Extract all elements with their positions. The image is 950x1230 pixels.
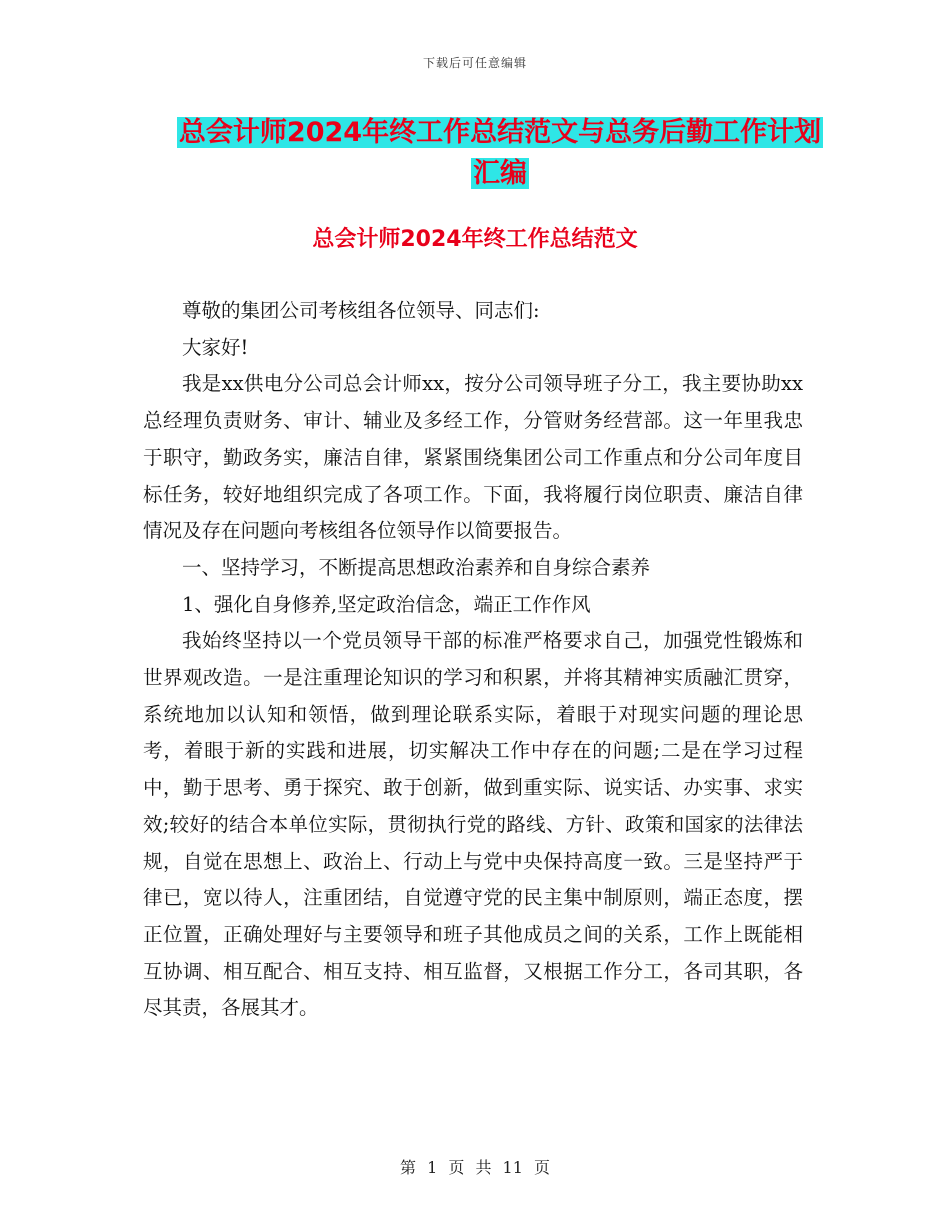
heading-level-1: 一、坚持学习，不断提高思想政治素养和自身综合素养 (182, 555, 651, 579)
header-note: 下载后可任意编辑 (422, 56, 527, 70)
greeting: 大家好! (182, 335, 249, 359)
section-title: 总会计师2024年终工作总结范文 (312, 227, 638, 252)
document-title-line-1: 总会计师2024年终工作总结范文与总务后勤工作计划 (178, 117, 822, 148)
heading-level-2: 1、强化自身修养,坚定政治信念，端正工作作风 (182, 592, 591, 616)
page-footer: 第 1 页 共 11 页 (400, 1158, 550, 1177)
document-body (143, 293, 803, 1027)
document-title-line-2: 汇编 (473, 158, 527, 189)
intro-paragraph: 我是xx供电分公司总会计师xx，按分公司领导班子分工，我主要协助xx总经理负责财务、审计、辅业及多经工作，分管财务经营部。这一年里我忠于职守，勤政务实，廉洁自律，紧紧围绕集团公司工作重点和分公司年度目标任务，较好地组织完成了各项工作。下面，我将履行岗位职责、廉洁自律情况及存在问题向考核组各位领导作以简要报告。 (143, 372, 803, 543)
body-paragraph: 我始终坚持以一个党员领导干部的标准严格要求自己，加强党性锻炼和世界观改造。一是注重理论知识的学习和积累，并将其精神实质融汇贯穿，系统地加以认知和领悟，做到理论联系实际，着眼于对现实问题的理论思考，着眼于新的实践和进展，切实解决工作中存在的问题;二是在学习过程中，勤于思考、勇于探究、敢于创新，做到重实际、说实话、办实事、求实效;较好的结合本单位实际，贯彻执行党的路线、方针、政策和国家的法律法规，自觉在思想上、政治上、行动上与党中央保持高度一致。三是坚持严于律已，宽以待人，注重团结，自觉遵守党的民主集中制原则，端正态度，摆正位置，正确处理好与主要领导和班子其他成员之间的关系，工作上既能相互协调、相互配合、相互支持、相互监督，又根据工作分工，各司其职，各尽其责，各展其才。 (143, 629, 803, 1020)
document-title (140, 112, 860, 194)
salutation: 尊敬的集团公司考核组各位领导、同志们: (182, 299, 540, 322)
